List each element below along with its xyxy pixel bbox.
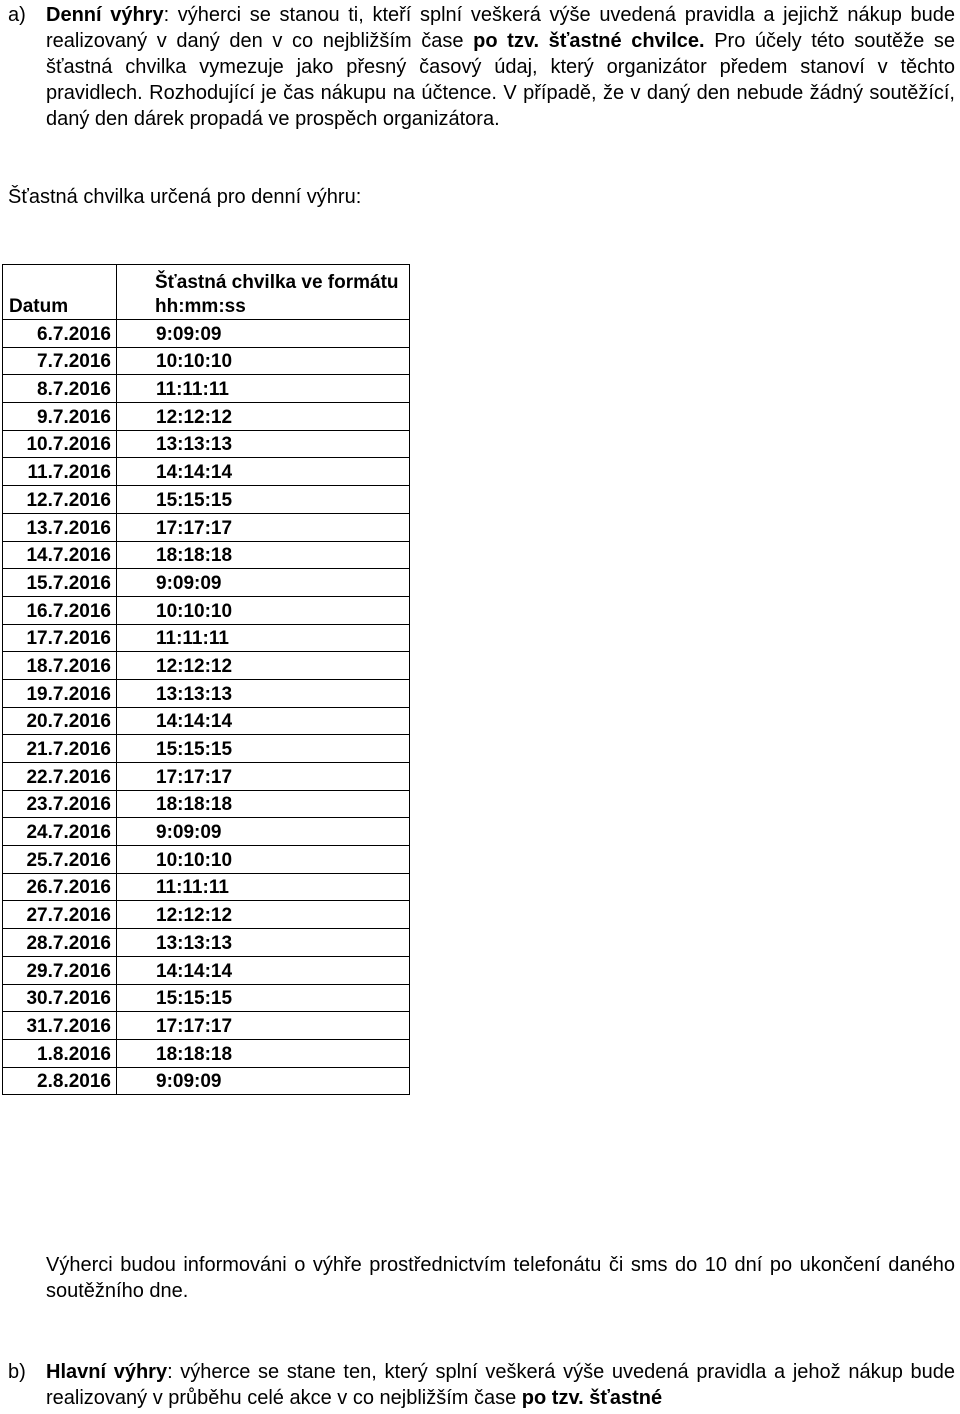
lucky-time-cell: 18:18:18 <box>117 541 410 569</box>
table-row <box>3 873 410 901</box>
lucky-time-cell: 10:10:10 <box>117 596 410 624</box>
date-cell: 15.7.2016 <box>3 569 117 597</box>
date-cell: 28.7.2016 <box>3 929 117 957</box>
date-cell: 20.7.2016 <box>3 707 117 735</box>
date-cell: 13.7.2016 <box>3 513 117 541</box>
table-row <box>3 458 410 486</box>
lucky-time-cell: 9:09:09 <box>117 569 410 597</box>
lucky-time-cell: 17:17:17 <box>117 513 410 541</box>
table-row <box>3 929 410 957</box>
main-prizes-title: Hlavní výhry <box>46 1361 168 1383</box>
table-row <box>3 790 410 818</box>
lucky-time-cell: 15:15:15 <box>117 984 410 1012</box>
table-row <box>3 956 410 984</box>
table-row <box>3 541 410 569</box>
lucky-time-cell: 9:09:09 <box>117 320 410 348</box>
lucky-time-cell: 12:12:12 <box>117 901 410 929</box>
lucky-time-cell: 14:14:14 <box>117 707 410 735</box>
lucky-time-cell: 14:14:14 <box>117 956 410 984</box>
daily-prizes-title: Denní výhry <box>46 4 164 26</box>
date-cell: 30.7.2016 <box>3 984 117 1012</box>
lucky-time-cell: 13:13:13 <box>117 430 410 458</box>
winner-notification-paragraph: Výherci budou informováni o výhře prostřednictvím telefonátu či sms do 10 dní po ukončení daného soutěžního dne. <box>46 1254 955 1302</box>
table-row <box>3 403 410 431</box>
daily-prizes-text-1: : výherci se stanou ti, kteří splní veškerá výše uvedená pravidla a jejichž nákup bude realizovaný v daný den v co nejbližším čase <box>46 4 956 52</box>
lucky-time-cell: 15:15:15 <box>117 735 410 763</box>
header-date: Datum <box>3 265 117 320</box>
table-row <box>3 652 410 680</box>
daily-prizes-paragraph <box>46 2 955 132</box>
lucky-time-cell: 10:10:10 <box>117 347 410 375</box>
date-cell: 22.7.2016 <box>3 763 117 791</box>
date-cell: 11.7.2016 <box>3 458 117 486</box>
date-cell: 21.7.2016 <box>3 735 117 763</box>
lucky-time-cell: 18:18:18 <box>117 1039 410 1067</box>
date-cell: 17.7.2016 <box>3 624 117 652</box>
date-cell: 2.8.2016 <box>3 1067 117 1095</box>
table-row <box>3 901 410 929</box>
table-row <box>3 735 410 763</box>
table-row <box>3 596 410 624</box>
main-prizes-text-1: : výherce se stane ten, který splní veškerá výše uvedená pravidla a jehož nákup bude realizovaný v průběhu celé akce v co nejbližším čase <box>46 1361 955 1409</box>
main-prizes-bold-1: po tzv. šťastné <box>521 1387 663 1409</box>
date-cell: 29.7.2016 <box>3 956 117 984</box>
lucky-time-cell: 10:10:10 <box>117 846 410 874</box>
table-row <box>3 1012 410 1040</box>
table-row <box>3 569 410 597</box>
table-row <box>3 347 410 375</box>
date-cell: 1.8.2016 <box>3 1039 117 1067</box>
table-row <box>3 818 410 846</box>
table-row <box>3 486 410 514</box>
table-row <box>3 1039 410 1067</box>
date-cell: 8.7.2016 <box>3 375 117 403</box>
date-cell: 18.7.2016 <box>3 652 117 680</box>
date-cell: 25.7.2016 <box>3 846 117 874</box>
table-row <box>3 707 410 735</box>
table-row <box>3 430 410 458</box>
lucky-moment-table <box>2 264 410 1095</box>
date-cell: 16.7.2016 <box>3 596 117 624</box>
lucky-time-cell: 12:12:12 <box>117 403 410 431</box>
lucky-time-cell: 11:11:11 <box>117 375 410 403</box>
date-cell: 9.7.2016 <box>3 403 117 431</box>
table-caption: Šťastná chvilka určená pro denní výhru: <box>8 186 362 208</box>
lucky-time-cell: 14:14:14 <box>117 458 410 486</box>
daily-prizes-text-2: Pro účely této soutěže se šťastná chvilka vymezuje jako přesný časový údaj, který organizátor předem stanoví v těchto pravidlech. Rozhodující je čas nákupu na účtence. V případě, že v daný den nebude žádný soutěžící, daný den dárek propadá ve prospěch organizátora. <box>46 30 955 130</box>
table-row <box>3 679 410 707</box>
lucky-time-cell: 18:18:18 <box>117 790 410 818</box>
lucky-time-cell: 17:17:17 <box>117 1012 410 1040</box>
date-cell: 26.7.2016 <box>3 873 117 901</box>
date-cell: 19.7.2016 <box>3 679 117 707</box>
daily-prizes-bold-1: po tzv. šťastné chvilce. <box>473 30 705 52</box>
table-row <box>3 513 410 541</box>
date-cell: 27.7.2016 <box>3 901 117 929</box>
lucky-time-cell: 15:15:15 <box>117 486 410 514</box>
table-row <box>3 984 410 1012</box>
lucky-time-cell: 17:17:17 <box>117 763 410 791</box>
header-lucky-moment: Šťastná chvilka ve formátu hh:mm:ss <box>117 265 410 320</box>
lucky-time-cell: 9:09:09 <box>117 818 410 846</box>
table-row <box>3 846 410 874</box>
date-cell: 12.7.2016 <box>3 486 117 514</box>
table-row <box>3 375 410 403</box>
lucky-time-cell: 12:12:12 <box>117 652 410 680</box>
list-marker-a: a) <box>8 4 26 26</box>
table-row <box>3 1067 410 1095</box>
lucky-time-cell: 13:13:13 <box>117 679 410 707</box>
date-cell: 6.7.2016 <box>3 320 117 348</box>
lucky-time-cell: 9:09:09 <box>117 1067 410 1095</box>
date-cell: 23.7.2016 <box>3 790 117 818</box>
date-cell: 24.7.2016 <box>3 818 117 846</box>
date-cell: 31.7.2016 <box>3 1012 117 1040</box>
table-row <box>3 624 410 652</box>
table-row <box>3 320 410 348</box>
lucky-time-cell: 11:11:11 <box>117 873 410 901</box>
table-row <box>3 763 410 791</box>
date-cell: 7.7.2016 <box>3 347 117 375</box>
lucky-time-cell: 11:11:11 <box>117 624 410 652</box>
main-prizes-paragraph <box>46 1359 955 1411</box>
date-cell: 10.7.2016 <box>3 430 117 458</box>
lucky-time-cell: 13:13:13 <box>117 929 410 957</box>
date-cell: 14.7.2016 <box>3 541 117 569</box>
table-header-row <box>3 265 410 320</box>
list-marker-b: b) <box>8 1361 26 1383</box>
